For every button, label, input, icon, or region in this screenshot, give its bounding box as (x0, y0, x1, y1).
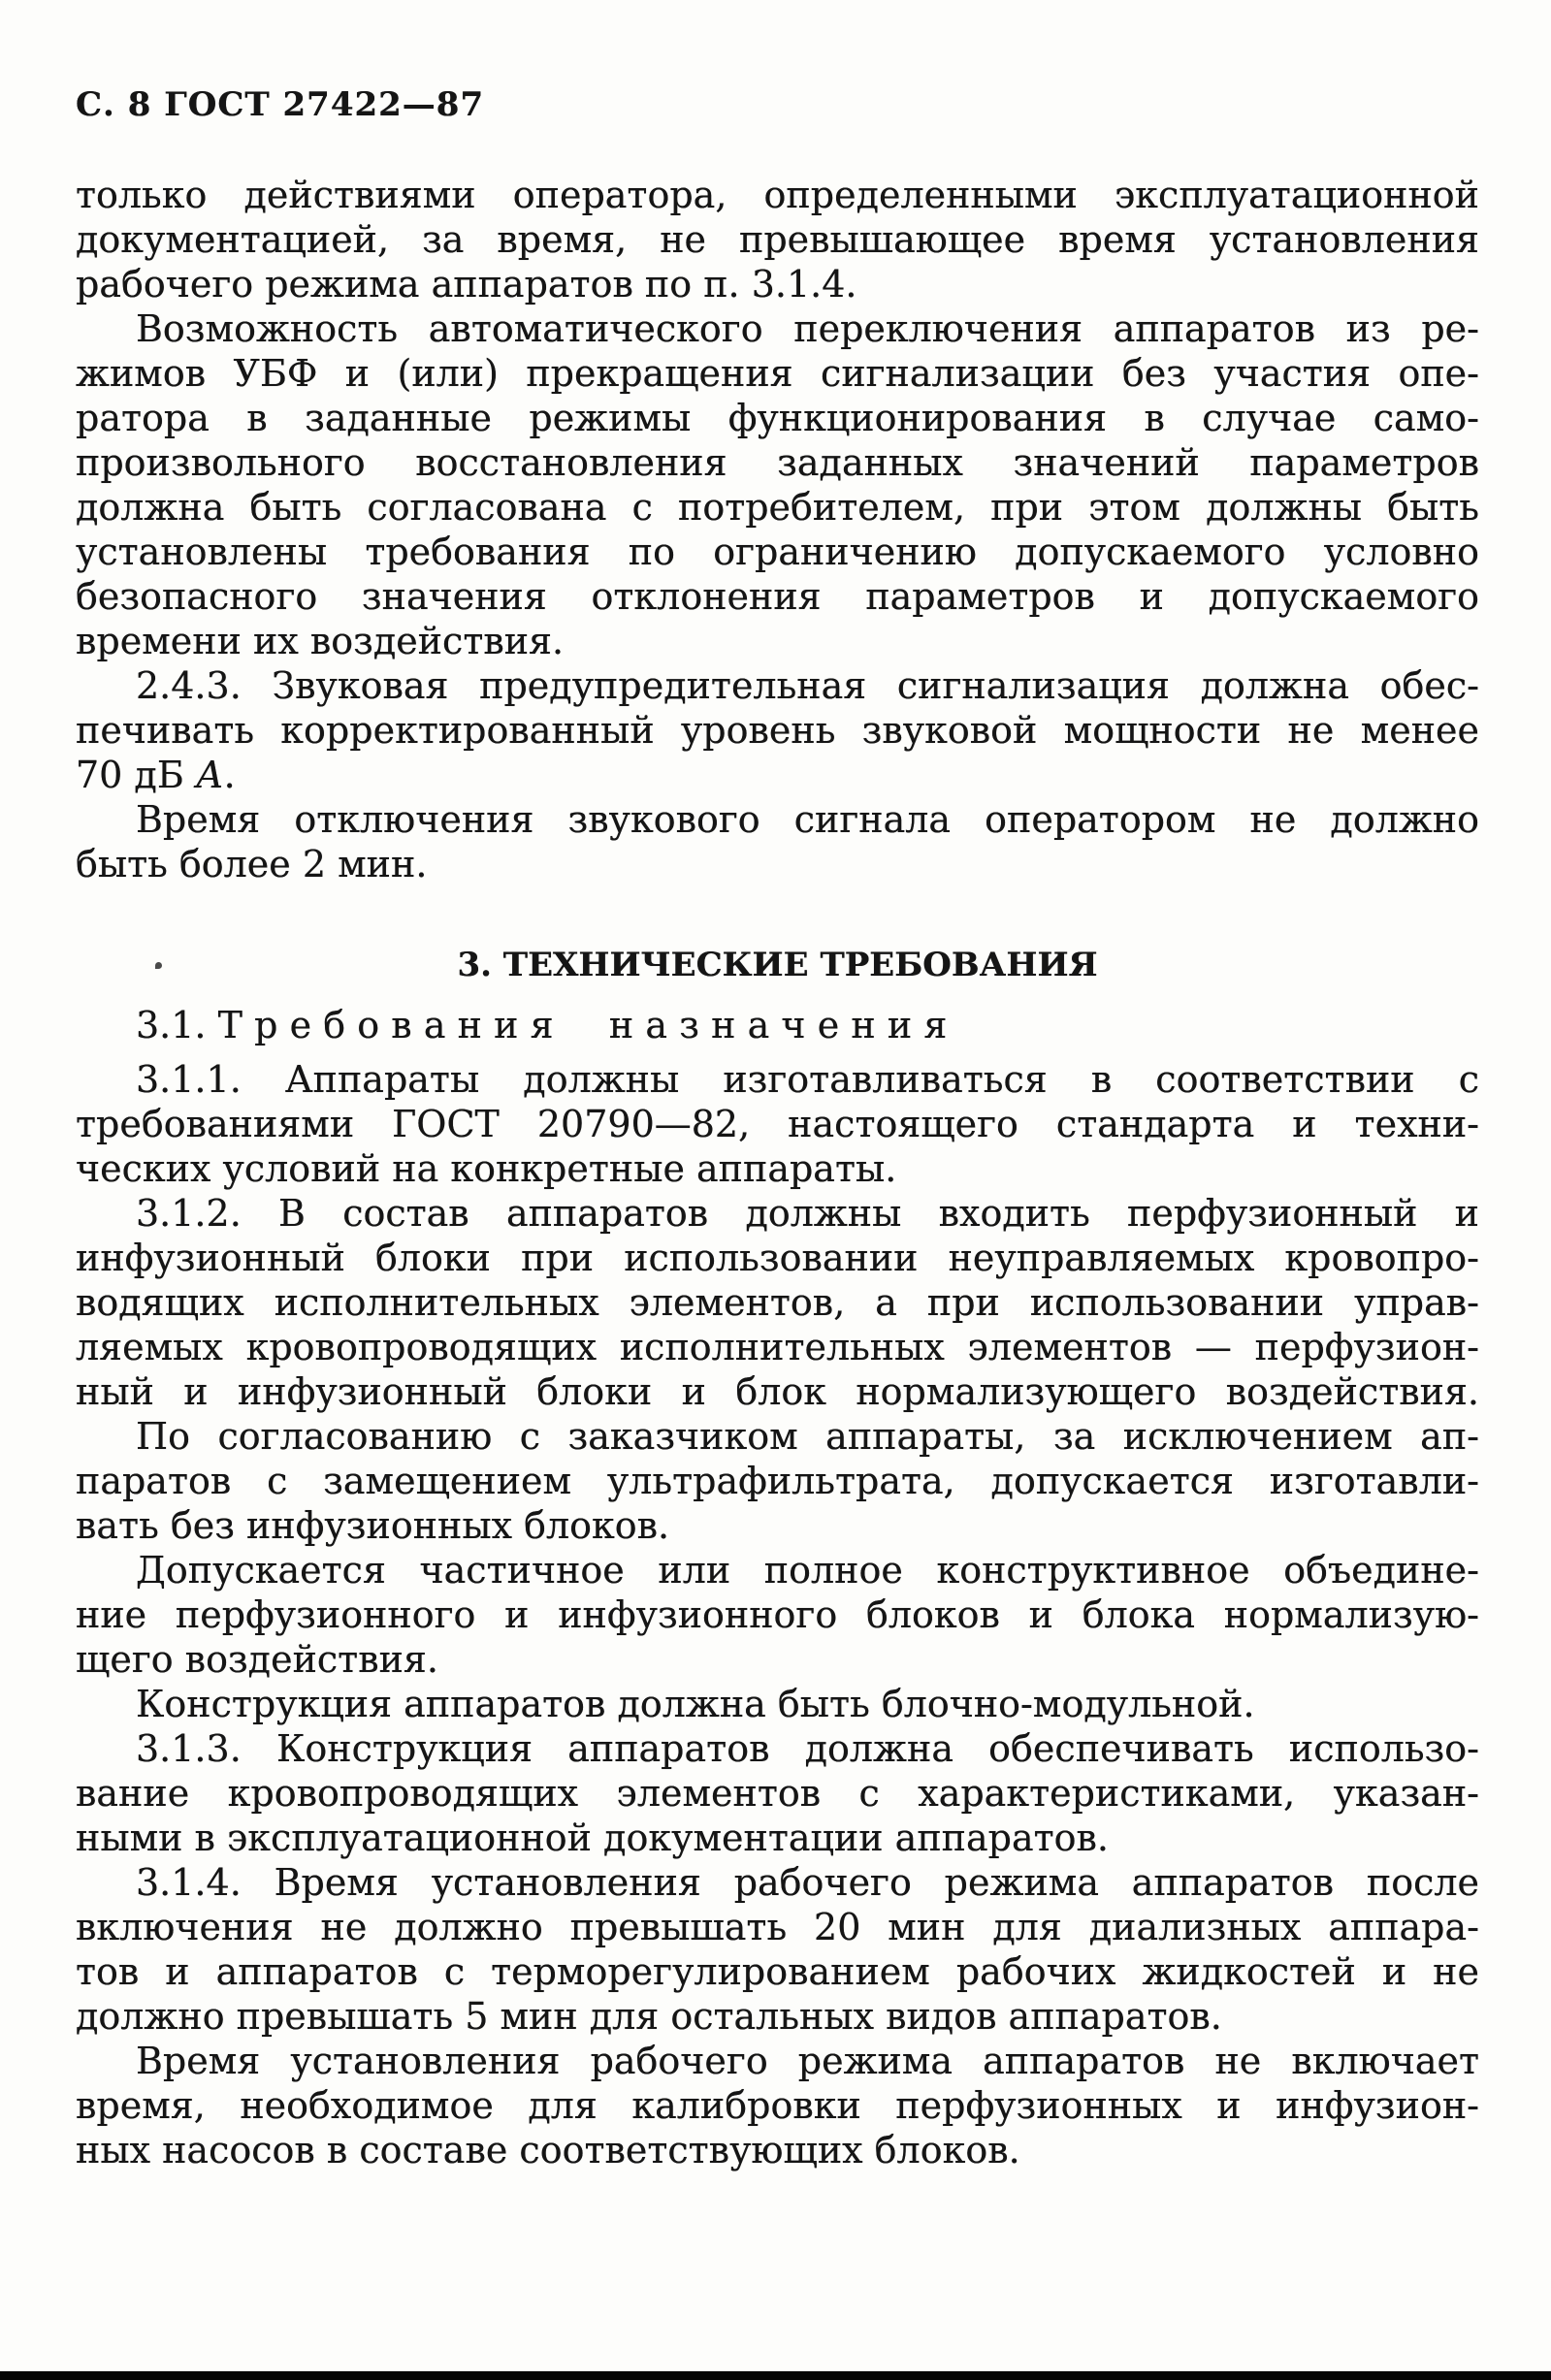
text-line: 3.1.4. Время установления рабочего режима аппаратов после (136, 1861, 1479, 1904)
paragraph (76, 663, 1479, 797)
text-line: 3.1.1. Аппараты должны изготавливаться в соответствии с (136, 1058, 1479, 1101)
paragraph (76, 2039, 1479, 2172)
text-line: вание кровопроводящих элементов с характеристиками, указан- (76, 1772, 1479, 1815)
text-line: щего воздействия. (76, 1638, 438, 1681)
text-line: Возможность автоматического переключения аппаратов из ре- (136, 307, 1479, 350)
text-line: По согласованию с заказчиком аппараты, за исключением ап- (136, 1415, 1479, 1458)
text-line: 3.1.3. Конструкция аппаратов должна обеспечивать использо- (136, 1727, 1479, 1770)
text-line: Конструкция аппаратов должна быть блочно-модульной. (136, 1683, 1255, 1725)
subsection-number: 3.1. (136, 1004, 218, 1046)
text-run: . (223, 754, 236, 796)
text-line: ный и инфузионный блоки и блок нормализующего воздействия. (76, 1370, 1479, 1413)
scan-edge-bar (0, 2371, 1551, 2380)
text-line: водящих исполнительных элементов, а при использовании управ- (76, 1281, 1479, 1324)
text-line: включения не должно превышать 20 мин для диализных аппара- (76, 1906, 1479, 1948)
text-line: 2.4.3. Звуковая предупредительная сигнализация должна обес- (136, 664, 1479, 707)
text-line: быть более 2 мин. (76, 843, 428, 885)
text-line: произвольного восстановления заданных значений параметров (76, 441, 1479, 484)
text-line: рабочего режима аппаратов по п. 3.1.4. (76, 263, 857, 306)
text-line: документацией, за время, не превышающее время установления (76, 218, 1479, 261)
text-line: печивать корректированный уровень звуковой мощности не менее (76, 709, 1479, 752)
text-line: должно превышать 5 мин для остальных видов аппаратов. (76, 1995, 1222, 2038)
text-run: 70 дБ (76, 754, 196, 796)
text-line: безопасного значения отклонения параметров и допускаемого (76, 575, 1479, 618)
subsection-heading (76, 1003, 1479, 1047)
paragraph (76, 1191, 1479, 1414)
paragraph (76, 1057, 1479, 1191)
page-header: С. 8 ГОСТ 27422—87 (76, 85, 485, 124)
text-line: инфузионный блоки при использовании неуправляемых кровопро- (76, 1237, 1479, 1279)
text-line: вать без инфузионных блоков. (76, 1504, 670, 1547)
text-column (76, 85, 1479, 2172)
text-line: время, необходимое для калибровки перфузионных и инфузион- (76, 2084, 1479, 2127)
italic-symbol: А (195, 754, 224, 796)
text-line: паратов с замещением ультрафильтрата, допускается изготавли- (76, 1460, 1479, 1502)
document-body (76, 173, 1479, 2172)
text-line: ратора в заданные режимы функционирования в случае само- (76, 397, 1479, 439)
text-line: только действиями оператора, определенными эксплуатационной (76, 174, 1479, 216)
text-line: ляемых кровопроводящих исполнительных элементов — перфузион- (76, 1326, 1479, 1368)
text-line: Время установления рабочего режима аппаратов не включает (136, 2040, 1479, 2082)
text-line: должна быть согласована с потребителем, при этом должны быть (76, 486, 1479, 529)
paragraph (76, 306, 1479, 663)
text-line: ными в эксплуатационной документации аппаратов. (76, 1817, 1109, 1859)
scan-artifact-dot (155, 962, 162, 969)
text-line: ческих условий на конкретные аппараты. (76, 1147, 897, 1190)
text-line: жимов УБФ и (или) прекращения сигнализации без участия опе- (76, 352, 1479, 395)
section-heading: 3. ТЕХНИЧЕСКИЕ ТРЕБОВАНИЯ (457, 946, 1098, 984)
text-line: тов и аппаратов с терморегулированием рабочих жидкостей и не (76, 1950, 1479, 1993)
text-line: требованиями ГОСТ 20790—82, настоящего стандарта и техни- (76, 1103, 1479, 1145)
paragraph (76, 1548, 1479, 1682)
text-line: установлены требования по ограничению допускаемого условно (76, 531, 1479, 573)
paragraph (76, 797, 1479, 886)
paragraph (76, 1414, 1479, 1548)
text-line: ных насосов в составе соответствующих блоков. (76, 2129, 1020, 2171)
paragraph (76, 1726, 1479, 1860)
text-line: ние перфузионного и инфузионного блоков и блока нормализую- (76, 1593, 1479, 1636)
text-line: 3.1.2. В состав аппаратов должны входить перфузионный и (136, 1192, 1479, 1235)
subsection-title: Требования назначения (217, 1004, 959, 1046)
paragraph (76, 1682, 1479, 1726)
text-line: Время отключения звукового сигнала оператором не должно (136, 798, 1479, 841)
text-line: Допускается частичное или полное конструктивное объедине- (136, 1549, 1479, 1592)
text-line (76, 753, 1479, 797)
text-line: времени их воздействия. (76, 620, 565, 662)
paragraph (76, 1860, 1479, 2039)
paragraph (76, 173, 1479, 306)
